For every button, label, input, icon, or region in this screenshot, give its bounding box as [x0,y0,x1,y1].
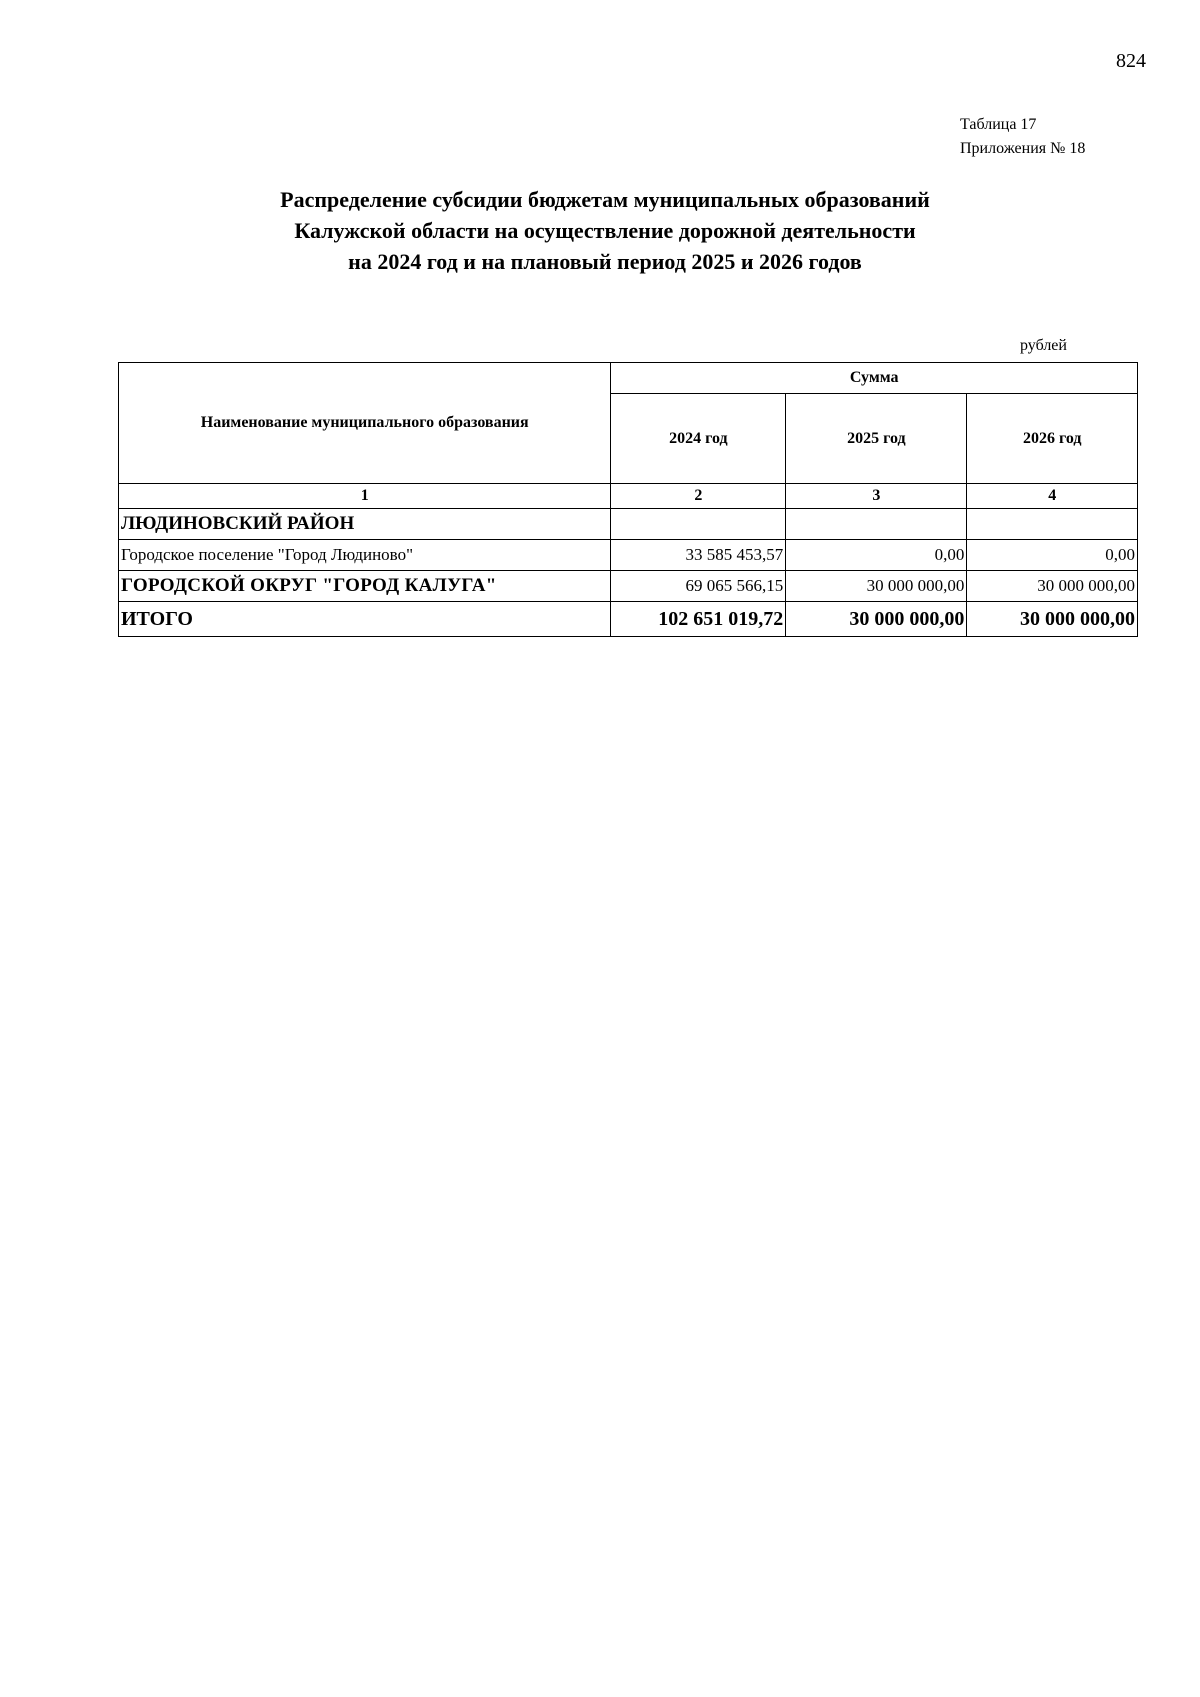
value-2025: 0,00 [786,540,967,571]
total-label: ИТОГО [119,602,611,637]
header-year-2026: 2026 год [967,394,1138,484]
value-2024 [611,509,786,540]
value-2024: 69 065 566,15 [611,571,786,602]
header-year-2025: 2025 год [786,394,967,484]
table-row [119,540,1138,571]
page-number: 824 [1116,50,1146,72]
table-row [119,571,1138,602]
title-line-3: на 2024 год и на плановый период 2025 и 2026 годов [348,249,862,274]
value-2025 [786,509,967,540]
document-title [150,184,1060,277]
value-2026 [967,509,1138,540]
row-name: ГОРОДСКОЙ ОКРУГ "ГОРОД КАЛУГА" [119,571,611,602]
total-2025: 30 000 000,00 [786,602,967,637]
units-label: рублей [1020,337,1067,354]
table-reference: Таблица 17 [960,116,1037,133]
header-name: Наименование муниципального образования [119,363,611,484]
value-2024: 33 585 453,57 [611,540,786,571]
table-row [119,509,1138,540]
value-2026: 0,00 [967,540,1138,571]
appendix-number: Приложения № 18 [960,140,1086,157]
row-name: ЛЮДИНОВСКИЙ РАЙОН [119,509,611,540]
appendix-reference [960,113,1085,161]
header-sum: Сумма [611,363,1138,394]
total-row [119,602,1138,637]
header-year-2024: 2024 год [611,394,786,484]
column-number: 3 [786,484,967,509]
value-2025: 30 000 000,00 [786,571,967,602]
column-number: 4 [967,484,1138,509]
column-number-row [119,484,1138,509]
title-line-1: Распределение субсидии бюджетам муниципальных образований [280,187,930,212]
column-number: 1 [119,484,611,509]
title-line-2: Калужской области на осуществление дорожной деятельности [294,218,916,243]
row-name: Городское поселение "Город Людиново" [119,540,611,571]
column-number: 2 [611,484,786,509]
total-2024: 102 651 019,72 [611,602,786,637]
subsidy-table [118,362,1138,637]
value-2026: 30 000 000,00 [967,571,1138,602]
total-2026: 30 000 000,00 [967,602,1138,637]
